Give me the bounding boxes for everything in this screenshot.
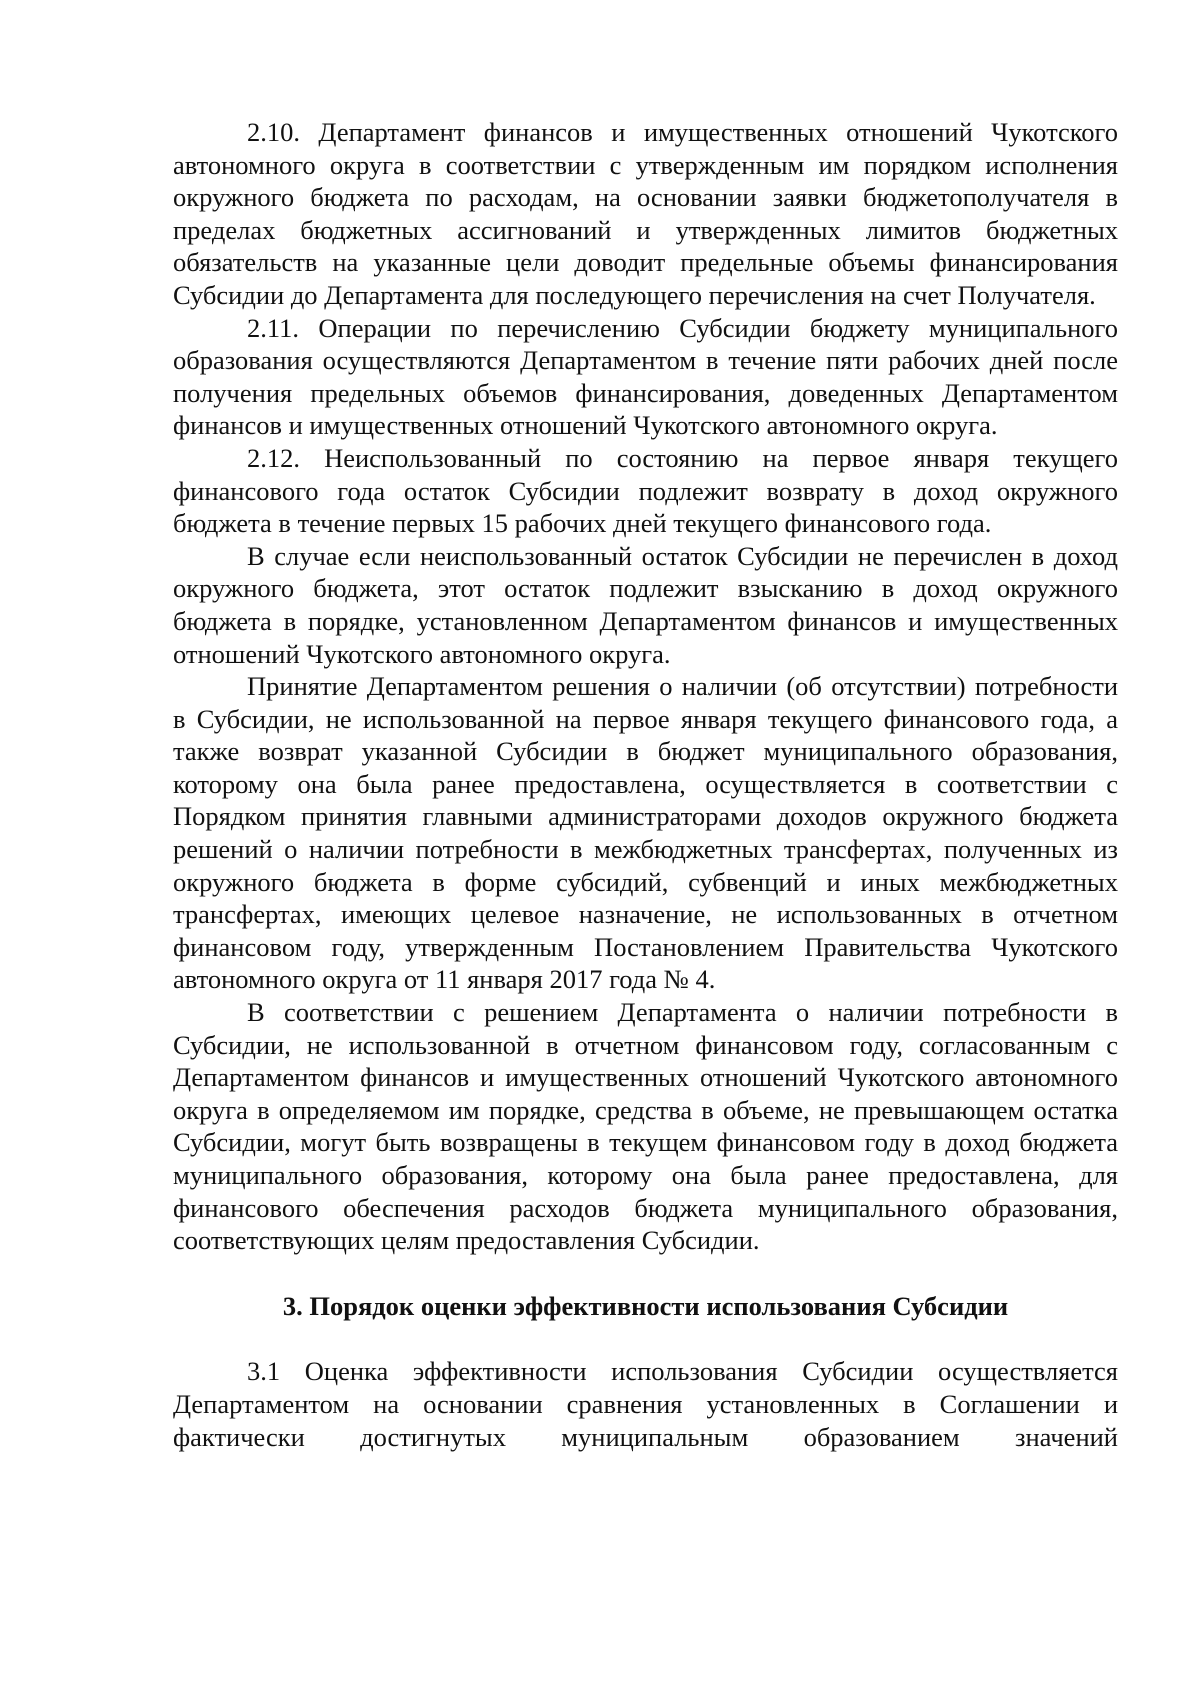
paragraph-decision-on-need: Принятие Департаментом решения о наличии (об отсутствии) потребности в Субсидии, не использованной на первое января текущего финансового года, а также возврат указанной Субсидии в бюджет муниципального образования, которому она была ранее предоставлена, осуществляется в соответствии с Порядком принятия главными администраторами доходов окружного бюджета решений о наличии потребности в межбюджетных трансфертах, полученных из окружного бюджета в форме субсидий, субвенций и иных межбюджетных трансфертах, имеющих целевое назначение, не использованных в отчетном финансовом году, утвержденным Постановлением Правительства Чукотского автономного округа от 11 января 2017 года № 4. [173,671,1118,995]
paragraph-unused-balance: В случае если неиспользованный остаток Субсидии не перечислен в доход окружного бюджета, этот остаток подлежит взысканию в доход окружного бюджета в порядке, установленном Департаментом финансов и имущественных отношений Чукотского автономного округа. [173,540,1118,669]
paragraph-3-1: 3.1 Оценка эффективности использования Субсидии осуществляется Департаментом на основании сравнения установленных в Соглашении и фактически достигнутых муниципальным образованием значений [173,1356,1118,1452]
document-page [173,116,1118,1453]
paragraph-2-12: 2.12. Неиспользованный по состоянию на первое января текущего финансового года остаток Субсидии подлежит возврату в доход окружного бюджета в течение первых 15 рабочих дней текущего финансового года. [173,442,1118,539]
paragraph-return-of-funds: В соответствии с решением Департамента о наличии потребности в Субсидии, не использованной в отчетном финансовом году, согласованным с Департаментом финансов и имущественных отношений Чукотского автономного округа в определяемом им порядке, средства в объеме, не превышающем остатка Субсидии, могут быть возвращены в текущем финансовом году в доход бюджета муниципального образования, которому она была ранее предоставлена, для финансового обеспечения расходов бюджета муниципального образования, соответствующих целям предоставления Субсидии. [173,997,1118,1256]
section-3-title: 3. Порядок оценки эффективности использования Субсидии [282,1290,1009,1321]
paragraph-2-10: 2.10. Департамент финансов и имущественных отношений Чукотского автономного округа в соответствии с утвержденным им порядком исполнения окружного бюджета по расходам, на основании заявки бюджетополучателя в пределах бюджетных ассигнований и утвержденных лимитов бюджетных обязательств на указанные цели доводит предельные объемы финансирования Субсидии до Департамента для последующего перечисления на счет Получателя. [173,117,1118,310]
paragraph-2-11: 2.11. Операции по перечислению Субсидии бюджету муниципального образования осуществляются Департаментом в течение пяти рабочих дней после получения предельных объемов финансирования, доведенных Департаментом финансов и имущественных отношений Чукотского автономного округа. [173,312,1118,441]
